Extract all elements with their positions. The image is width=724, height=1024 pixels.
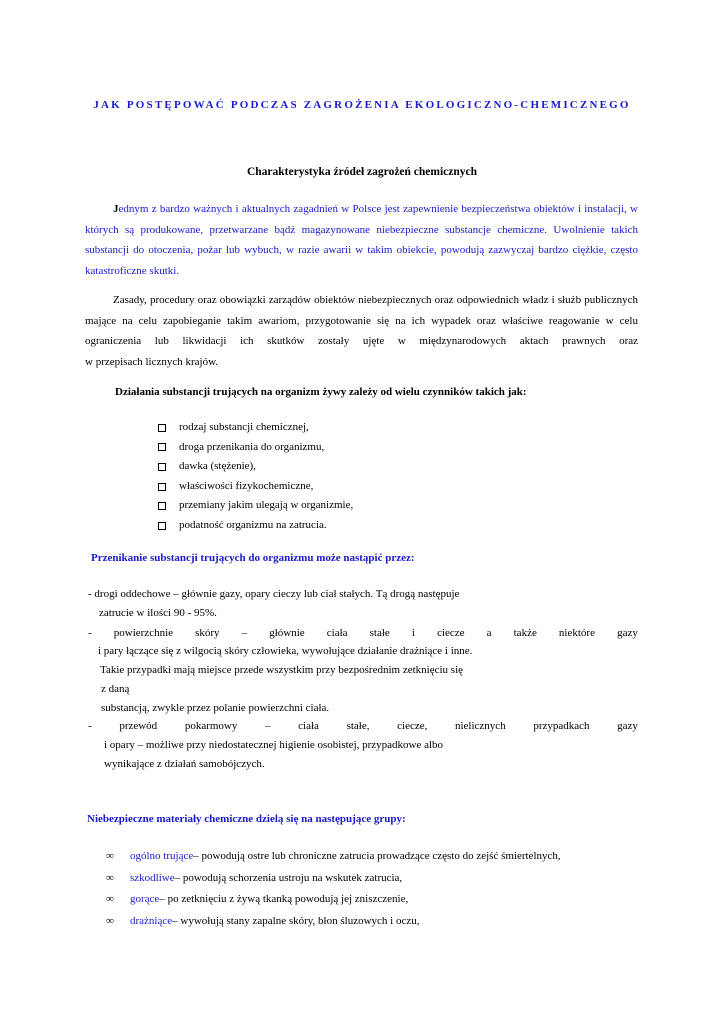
list-item: droga przenikania do organizmu,: [158, 438, 353, 458]
section-subtitle: Charakterystyka źródeł zagrożeń chemicznych: [246, 166, 478, 178]
route-respiratory-cont: zatrucie w ilości 90 - 95%.: [99, 607, 217, 619]
list-item: przemiany jakim ulegają w organizmie,: [158, 496, 353, 516]
paragraph-line: mające na celu zapobieganie takim awariom, przygotowanie się na ich wypadek oraz właściwe reagowanie w celu: [85, 314, 638, 327]
groups-heading: Niebezpieczne materiały chemiczne dzielą się na następujące grupy:: [87, 813, 406, 825]
groups-list: [106, 846, 561, 932]
checkbox-bullet-icon: [158, 522, 166, 530]
route-digestive-cont: wynikające z działań samobójczych.: [104, 758, 265, 770]
route-respiratory: - drogi oddechowe – głównie gazy, opary cieczy lub ciał stałych. Tą drogą następuje: [88, 588, 460, 600]
intro-paragraph: [85, 199, 638, 281]
paragraph-line: w przepisach licznych krajów.: [85, 355, 219, 368]
paragraph-line: ograniczenia lub likwidacji ich skutków zostały ujęte w międzynarodowych aktach prawnych oraz: [85, 335, 638, 348]
checkbox-bullet-icon: [158, 483, 166, 491]
checkbox-bullet-icon: [158, 502, 166, 510]
checkbox-bullet-icon: [158, 424, 166, 432]
paragraph-line: substancji do otoczenia, pożar lub wybuch, w razie awarii w takim obiekcie, powodują zazwyczaj bardzo ciężkie, często: [85, 244, 638, 257]
route-digestive: - przewód pokarmowy – ciała stałe, ciecze, nielicznych przypadkach gazy: [88, 720, 638, 732]
list-item: ∞ drażniące – wywołują stany zapalne skóry, błon śluzowych i oczu,: [106, 911, 561, 933]
route-skin-cont: Takie przypadki mają miejsce przede wszystkim przy bezpośrednim zetknięciu się: [100, 664, 464, 676]
route-skin-cont: i pary łączące się z wilgocią skóry człowieka, wywołujące działanie drażniące i inne.: [98, 645, 473, 657]
list-item: właściwości fizykochemiczne,: [158, 477, 353, 497]
infinity-bullet-icon: ∞: [106, 914, 114, 927]
list-item: rodzaj substancji chemicznej,: [158, 418, 353, 438]
route-skin-cont: substancją, zwykle przez polanie powierzchni ciała.: [101, 702, 330, 714]
factors-heading: Działania substancji trujących na organizm żywy zależy od wielu czynników takich jak:: [115, 386, 527, 398]
route-skin: - powierzchnie skóry – głównie ciała stałe i ciecze a także niektóre gazy: [88, 627, 638, 639]
infinity-bullet-icon: ∞: [106, 893, 114, 906]
checkbox-bullet-icon: [158, 443, 166, 451]
list-item: podatność organizmu na zatrucia.: [158, 516, 353, 536]
regulations-paragraph: [85, 290, 638, 372]
paragraph-line: Zasady, procedury oraz obowiązki zarządów obiektów niebezpiecznych oraz odpowiednich władz i służb publicznych: [113, 294, 638, 306]
infinity-bullet-icon: ∞: [106, 871, 114, 884]
paragraph-line: katastroficzne skutki.: [85, 264, 180, 277]
paragraph-line: których są produkowane, przetwarzane bądź magazynowane niebezpieczne substancje chemiczne. Uwolnienie takich: [85, 223, 638, 236]
dropcap-letter: J: [113, 203, 119, 215]
routes-heading: Przenikanie substancji trujących do organizmu może nastąpić przez:: [91, 552, 415, 564]
checkbox-bullet-icon: [158, 463, 166, 471]
list-item: ∞ szkodliwe – powodują schorzenia ustroju na wskutek zatrucia,: [106, 868, 561, 890]
list-item: ∞ ogólno trujące – powodują ostre lub chroniczne zatrucia prowadzące często do zejść śmiertelnych,: [106, 846, 561, 868]
page-title: JAK POSTĘPOWAĆ PODCZAS ZAGROŻENIA EKOLOGICZNO-CHEMICZNEGO: [93, 99, 631, 111]
route-skin-cont: z daną: [101, 683, 130, 695]
factors-list: [158, 418, 353, 536]
list-item: ∞ gorące – po zetknięciu z żywą tkanką powodują jej zniszczenie,: [106, 889, 561, 911]
infinity-bullet-icon: ∞: [106, 850, 114, 862]
list-item: dawka (stężenie),: [158, 457, 353, 477]
paragraph-line: Jednym z bardzo ważnych i aktualnych zagadnień w Polsce jest zapewnienie bezpieczeństwa obiektów i instalacji, w: [113, 203, 638, 215]
route-digestive-cont: i opary – możliwe przy niedostatecznej higienie osobistej, przypadkowe albo: [104, 739, 444, 751]
